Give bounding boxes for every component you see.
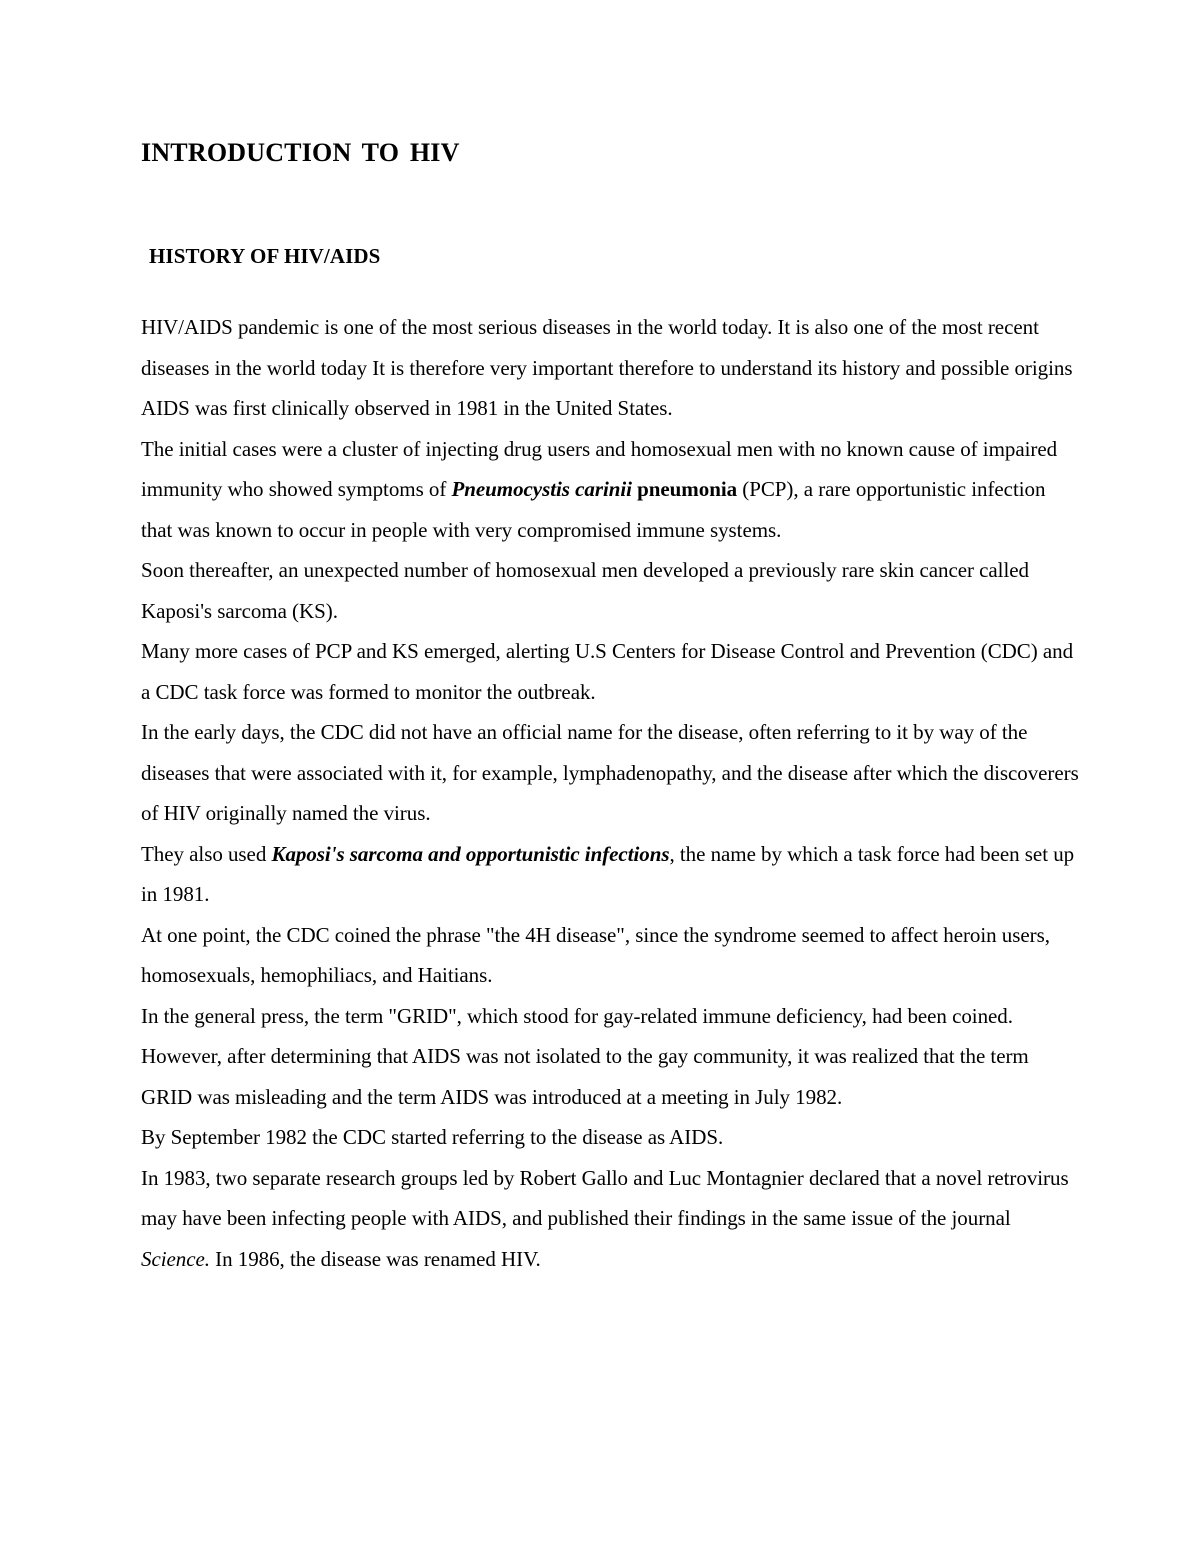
paragraph-early-days: In the early days, the CDC did not have an official name for the disease, often referring to it by way of the diseases that were associated with it, for example, lymphadenopathy, and the disease after which the discoverers of HIV originally named the virus. bbox=[141, 720, 1079, 825]
paragraph-aids-introduced: However, after determining that AIDS was not isolated to the gay community, it was realized that the term GRID was misleading and the term AIDS was introduced at a meeting in July 1982. bbox=[141, 1044, 1029, 1109]
paragraph-ksoi-pre: They also used bbox=[141, 841, 272, 866]
paragraph-cdc-task-force: Many more cases of PCP and KS emerged, alerting U.S Centers for Disease Control and Prevention (CDC) and a CDC task force was formed to monitor the outbreak. bbox=[141, 639, 1074, 704]
paragraph-1983-pre: In 1983, two separate research groups led by Robert Gallo and Luc Montagnier declared that a novel retrovirus may have been infecting people with AIDS, and published their findings in the same issue of the journal bbox=[141, 1165, 1069, 1230]
paragraph-kaposi-sarcoma: Soon thereafter, an unexpected number of homosexual men developed a previously rare skin cancer called Kaposi's sarcoma (KS). bbox=[141, 558, 1029, 623]
paragraph-1983-discovery bbox=[141, 1158, 1081, 1280]
paragraph-4h-disease: At one point, the CDC coined the phrase "the 4H disease", since the syndrome seemed to affect heroin users, homosexuals, hemophiliacs, and Haitians. bbox=[141, 922, 1050, 987]
paragraph-1983-post: In 1986, the disease was renamed HIV. bbox=[209, 1246, 541, 1271]
document-body bbox=[141, 307, 1081, 1279]
paragraph-ksoi-name bbox=[141, 834, 1081, 915]
pneumonia-term: pneumonia bbox=[631, 477, 738, 501]
journal-name: Science. bbox=[141, 1246, 210, 1271]
paragraph-ksoi-post: , the name by which a task force had been set up in 1981. bbox=[141, 841, 1075, 906]
ksoi-term: Kaposi's sarcoma and opportunistic infections bbox=[271, 841, 670, 866]
paragraph-first-observed: AIDS was first clinically observed in 1981 in the United States. bbox=[141, 396, 673, 420]
paragraph-september-1982: By September 1982 the CDC started referring to the disease as AIDS. bbox=[141, 1125, 724, 1149]
section-heading: HISTORY OF HIV/AIDS bbox=[149, 244, 381, 268]
document-title: INTRODUCTION TO HIV bbox=[141, 138, 460, 167]
paragraph-initial-cases-post: (PCP), a rare opportunistic infection that was known to occur in people with very compromised immune systems. bbox=[141, 477, 1046, 542]
pathogen-name: Pneumocystis carinii bbox=[451, 477, 632, 501]
paragraph-initial-cases-pre: The initial cases were a cluster of injecting drug users and homosexual men with no known cause of impaired immunity who showed symptoms of bbox=[141, 436, 1058, 501]
paragraph-initial-cases bbox=[141, 429, 1081, 551]
paragraph-pandemic-intro: HIV/AIDS pandemic is one of the most serious diseases in the world today. It is also one of the most recent diseases in the world today It is therefore very important therefore to understand its history and possible origins bbox=[141, 315, 1073, 380]
paragraph-grid-term: In the general press, the term "GRID", which stood for gay-related immune deficiency, had been coined. bbox=[141, 1003, 1013, 1028]
